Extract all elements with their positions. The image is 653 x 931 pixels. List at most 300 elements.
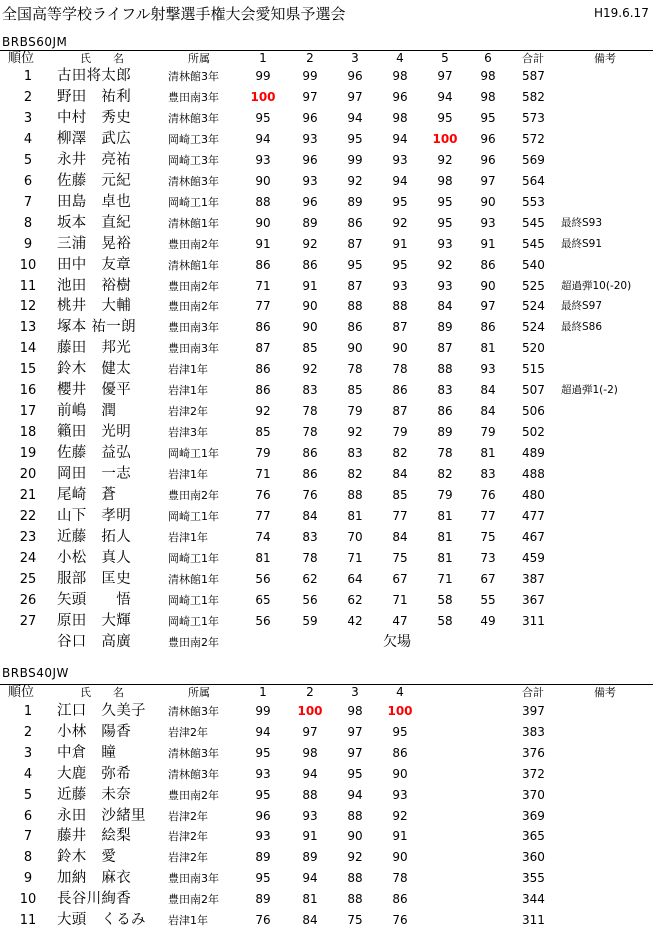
header-total: 合計 — [522, 686, 544, 699]
score-cell: 77 — [392, 508, 408, 523]
rank-cell: 5 — [23, 152, 33, 168]
affiliation-cell: 岩津2年 — [168, 405, 208, 419]
total-cell: 582 — [522, 89, 545, 104]
affiliation-cell: 清林館3年 — [168, 70, 219, 83]
score-cell: 90 — [255, 173, 271, 188]
rank-cell: 16 — [19, 383, 37, 399]
rank-cell: 12 — [19, 299, 37, 315]
affiliation-cell: 清林館1年 — [168, 258, 219, 272]
score-cell: 98 — [392, 69, 408, 83]
header-name: 氏 名 — [80, 52, 124, 65]
total-cell: 520 — [522, 341, 545, 356]
header-series-3: 3 — [351, 51, 359, 65]
score-cell: 96 — [480, 152, 496, 167]
score-cell: 76 — [302, 488, 318, 502]
note-cell: 最終S91 — [561, 237, 603, 250]
score-cell: 88 — [347, 488, 363, 502]
rank-cell — [2, 632, 54, 653]
table-row — [0, 806, 653, 827]
score-cell: 93 — [392, 278, 408, 293]
rank-cell: 8 — [23, 215, 33, 231]
score-cell: 59 — [302, 613, 318, 628]
total-cell: 587 — [522, 69, 545, 83]
affiliation-cell: 清林館1年 — [168, 216, 219, 230]
affiliation-cell: 岡崎工1年 — [168, 593, 219, 607]
rank-cell: 8 — [23, 850, 33, 866]
rank-cell: 21 — [19, 488, 37, 503]
header-series-6: 6 — [484, 51, 492, 65]
score-cell: 86 — [392, 383, 408, 398]
score-cell: 88 — [392, 299, 408, 314]
score-cell: 94 — [437, 89, 453, 104]
score-cell: 79 — [392, 425, 408, 440]
score-cell: 86 — [255, 383, 271, 398]
header-affiliation: 所属 — [188, 52, 210, 65]
score-cell: 99 — [347, 152, 363, 167]
score-cell: 87 — [437, 341, 453, 356]
rank-cell: 10 — [19, 257, 37, 273]
name-cell: 桃井 大輔 — [57, 298, 131, 315]
score-cell: 73 — [480, 550, 496, 565]
score-cell: 87 — [255, 341, 271, 356]
score-cell: 76 — [255, 913, 271, 927]
score-cell: 90 — [347, 829, 363, 844]
name-cell: 古田将太郎 — [57, 68, 131, 84]
score-cell: 91 — [392, 829, 408, 844]
score-cell: 94 — [302, 766, 318, 781]
score-cell: 78 — [437, 446, 453, 461]
header-series-4: 4 — [396, 685, 404, 699]
score-cell: 89 — [255, 892, 271, 907]
table-header — [0, 51, 653, 66]
score-cell: 79 — [347, 404, 363, 419]
affiliation-cell: 清林館3年 — [168, 767, 219, 781]
score-cell: 42 — [347, 613, 363, 628]
rank-cell: 6 — [23, 173, 33, 189]
score-cell: 92 — [347, 173, 363, 188]
score-cell: 98 — [480, 69, 496, 83]
rank-cell: 26 — [19, 592, 37, 608]
score-cell: 92 — [437, 257, 453, 272]
score-cell: 88 — [347, 808, 363, 823]
name-cell: 江口 久美子 — [57, 703, 146, 719]
score-cell: 86 — [255, 320, 271, 335]
affiliation-cell: 豊田南2年 — [168, 300, 219, 314]
name-cell: 山下 孝明 — [57, 507, 131, 524]
table-row — [0, 380, 653, 401]
total-cell: 572 — [522, 131, 545, 146]
table-row — [0, 171, 653, 192]
table-row — [0, 317, 653, 338]
score-cell: 93 — [437, 236, 453, 251]
document-date: H19.6.17 — [594, 6, 649, 20]
score-cell: 83 — [437, 383, 453, 398]
score-cell: 86 — [392, 745, 408, 760]
score-cell: 90 — [392, 766, 408, 781]
score-cell: 56 — [255, 613, 271, 628]
total-cell: 545 — [522, 236, 545, 251]
score-cell: 92 — [347, 850, 363, 865]
header-series-2: 2 — [306, 51, 314, 65]
score-cell: 96 — [302, 110, 318, 125]
score-cell: 86 — [437, 404, 453, 419]
section-label: BRBS60JM — [2, 35, 68, 49]
score-cell: 78 — [347, 362, 363, 377]
score-cell: 49 — [480, 613, 496, 628]
rank-cell: 6 — [23, 808, 33, 824]
affiliation-cell: 豊田南2年 — [168, 635, 219, 649]
affiliation-cell: 岩津1年 — [168, 530, 208, 544]
score-cell: 86 — [392, 892, 408, 907]
affiliation-cell: 豊田南3年 — [168, 342, 219, 356]
affiliation-cell: 清林館3年 — [168, 705, 219, 718]
total-cell: 553 — [522, 194, 545, 209]
score-cell: 81 — [302, 892, 318, 907]
score-cell: 94 — [392, 131, 408, 146]
name-cell: 中倉 瞳 — [57, 744, 117, 761]
rank-cell: 4 — [23, 131, 33, 147]
score-cell: 86 — [480, 320, 496, 335]
score-cell: 84 — [392, 529, 408, 544]
score-cell: 94 — [347, 110, 363, 125]
score-cell: 58 — [437, 592, 453, 607]
table-row — [0, 234, 653, 255]
affiliation-cell: 岡崎工1年 — [168, 614, 219, 628]
name-cell: 尾崎 蒼 — [57, 487, 117, 503]
score-cell: 92 — [255, 404, 271, 419]
total-cell: 573 — [522, 110, 545, 125]
score-cell: 90 — [480, 278, 496, 293]
rank-cell: 13 — [19, 320, 37, 336]
score-cell: 93 — [392, 152, 408, 167]
score-cell: 92 — [302, 362, 318, 377]
score-cell: 87 — [347, 236, 363, 251]
score-cell: 89 — [302, 850, 318, 865]
score-cell: 94 — [302, 871, 318, 886]
affiliation-cell: 岩津1年 — [168, 914, 208, 927]
score-cell: 65 — [255, 592, 271, 607]
score-cell: 100 — [432, 131, 458, 146]
score-cell: 93 — [255, 152, 271, 167]
affiliation-cell: 豊田南2年 — [168, 489, 219, 502]
rank-cell: 3 — [23, 745, 33, 761]
name-cell: 近藤 拓人 — [57, 528, 131, 545]
score-cell: 96 — [302, 152, 318, 167]
rank-cell: 9 — [23, 236, 33, 252]
document-title: 全国高等学校ライフル射撃選手権大会愛知県予選会 — [2, 5, 346, 23]
score-cell: 96 — [392, 89, 408, 104]
score-cell: 92 — [392, 808, 408, 823]
score-cell: 86 — [302, 257, 318, 272]
score-cell: 77 — [480, 508, 496, 523]
table-row — [0, 527, 653, 548]
name-cell: 永井 亮祐 — [57, 151, 131, 168]
affiliation-cell: 岡崎工1年 — [168, 509, 219, 523]
total-cell: 367 — [522, 592, 545, 607]
score-cell: 95 — [392, 257, 408, 272]
score-cell: 71 — [255, 278, 271, 293]
rank-cell: 18 — [19, 425, 37, 441]
score-cell: 82 — [347, 467, 363, 482]
score-cell: 84 — [302, 508, 318, 523]
name-cell: 大頭 くるみ — [57, 912, 146, 928]
score-cell: 81 — [347, 508, 363, 523]
score-cell: 90 — [255, 215, 271, 230]
affiliation-cell: 岩津2年 — [168, 830, 208, 844]
score-cell: 91 — [392, 236, 408, 251]
name-cell: 服部 匡史 — [57, 570, 131, 587]
name-cell: 岡田 一志 — [57, 466, 131, 483]
score-cell: 93 — [255, 829, 271, 844]
score-cell: 67 — [480, 571, 496, 586]
score-cell: 86 — [347, 215, 363, 230]
affiliation-cell: 岩津1年 — [168, 363, 208, 377]
score-cell: 84 — [302, 913, 318, 927]
score-cell: 78 — [392, 871, 408, 886]
score-cell: 88 — [302, 787, 318, 802]
rank-cell: 4 — [23, 766, 33, 782]
affiliation-cell: 岡崎工3年 — [168, 153, 219, 167]
affiliation-cell: 豊田南3年 — [168, 321, 219, 335]
score-cell: 75 — [480, 529, 496, 544]
score-cell: 97 — [302, 89, 318, 104]
score-cell: 71 — [255, 467, 271, 482]
table-row — [0, 847, 653, 868]
name-cell: 籟田 光明 — [57, 424, 131, 441]
score-cell: 95 — [392, 194, 408, 209]
rank-cell: 1 — [23, 704, 33, 719]
score-cell: 71 — [392, 592, 408, 607]
score-cell: 83 — [302, 383, 318, 398]
total-cell: 459 — [522, 550, 545, 565]
score-cell: 90 — [392, 850, 408, 865]
score-cell: 93 — [437, 278, 453, 293]
affiliation-cell: 豊田南3年 — [168, 90, 219, 104]
name-cell: 矢頭 悟 — [57, 591, 131, 608]
score-cell: 92 — [347, 425, 363, 440]
score-cell: 88 — [347, 299, 363, 314]
name-cell: 三浦 晃裕 — [57, 235, 131, 252]
score-cell: 93 — [255, 766, 271, 781]
score-cell: 64 — [347, 571, 363, 586]
table-row — [0, 701, 653, 722]
score-cell: 94 — [255, 724, 271, 739]
total-cell: 540 — [522, 257, 545, 272]
score-cell: 93 — [302, 131, 318, 146]
score-cell: 83 — [347, 446, 363, 461]
score-cell: 58 — [437, 613, 453, 628]
score-cell: 96 — [255, 808, 271, 823]
score-cell: 78 — [302, 550, 318, 565]
score-cell: 89 — [437, 425, 453, 440]
name-cell: 坂本 直紀 — [57, 214, 131, 231]
table-row — [0, 192, 653, 213]
total-cell: 507 — [522, 383, 545, 398]
score-cell: 91 — [255, 236, 271, 251]
total-cell: 360 — [522, 850, 545, 865]
header-rank: 順位 — [8, 685, 35, 700]
table-row — [0, 443, 653, 464]
total-cell: 383 — [522, 724, 545, 739]
score-cell: 82 — [392, 446, 408, 461]
header-series-3: 3 — [351, 685, 359, 699]
affiliation-cell: 岩津1年 — [168, 468, 208, 482]
score-cell: 56 — [302, 592, 318, 607]
score-cell: 78 — [392, 362, 408, 377]
total-cell: 525 — [522, 278, 545, 293]
total-cell: 372 — [522, 766, 545, 781]
table-row — [0, 464, 653, 485]
score-cell: 93 — [480, 215, 496, 230]
rank-cell: 7 — [23, 829, 33, 845]
total-cell: 370 — [522, 787, 545, 802]
affiliation-cell: 清林館3年 — [168, 111, 219, 125]
section-label: BRBS40JW — [2, 666, 69, 680]
table-row — [0, 743, 653, 764]
affiliation-cell: 豊田南2年 — [168, 788, 219, 802]
table-row — [0, 611, 653, 632]
score-cell: 47 — [392, 613, 408, 628]
affiliation-cell: 豊田南3年 — [168, 872, 219, 886]
name-cell: 小松 真人 — [57, 549, 131, 566]
score-cell: 93 — [392, 787, 408, 802]
affiliation-cell: 岩津3年 — [168, 426, 208, 440]
score-cell: 86 — [302, 446, 318, 461]
note-cell: 超過弾1(-2) — [561, 384, 618, 397]
name-cell: 池田 裕樹 — [57, 277, 131, 294]
total-cell: 369 — [522, 808, 545, 823]
total-cell: 355 — [522, 871, 545, 886]
score-cell: 84 — [392, 467, 408, 482]
score-cell: 92 — [302, 236, 318, 251]
table-row — [0, 213, 653, 234]
table-row — [0, 548, 653, 569]
name-cell: 鈴木 健太 — [57, 361, 131, 378]
score-cell: 95 — [347, 766, 363, 781]
score-cell: 75 — [347, 913, 363, 927]
score-cell: 98 — [437, 173, 453, 188]
score-cell: 76 — [255, 488, 271, 502]
score-cell: 62 — [302, 571, 318, 586]
table-row — [0, 66, 653, 87]
score-cell: 95 — [255, 110, 271, 125]
score-cell: 100 — [387, 704, 413, 718]
score-cell: 95 — [480, 110, 496, 125]
score-cell: 79 — [480, 425, 496, 440]
score-cell: 78 — [302, 404, 318, 419]
name-cell: 近藤 未奈 — [57, 786, 131, 803]
header-note: 備考 — [594, 52, 616, 65]
score-cell: 62 — [347, 592, 363, 607]
score-cell: 97 — [302, 724, 318, 739]
affiliation-cell: 豊田南2年 — [168, 279, 219, 293]
header-total: 合計 — [522, 52, 544, 65]
affiliation-cell: 岩津2年 — [168, 809, 208, 823]
score-cell: 86 — [480, 257, 496, 272]
total-cell: 506 — [522, 404, 545, 419]
note-cell: 最終S93 — [561, 216, 603, 229]
rank-cell: 20 — [19, 467, 37, 483]
score-cell: 79 — [255, 446, 271, 461]
table-row — [0, 569, 653, 590]
score-cell: 89 — [347, 194, 363, 209]
score-cell: 98 — [302, 745, 318, 760]
table-row — [0, 506, 653, 527]
header-affiliation: 所属 — [188, 686, 210, 699]
name-cell: 前嶋 潤 — [57, 403, 117, 420]
header-series-1: 1 — [259, 685, 267, 699]
header-series-5: 5 — [441, 51, 449, 65]
header-series-2: 2 — [306, 685, 314, 699]
name-cell: 野田 祐利 — [57, 88, 131, 105]
name-cell: 中村 秀史 — [57, 109, 131, 126]
score-cell: 93 — [302, 173, 318, 188]
rank-cell: 2 — [23, 89, 33, 105]
table-row — [0, 87, 653, 108]
score-cell: 81 — [480, 341, 496, 356]
table-row — [0, 764, 653, 785]
total-cell: 397 — [522, 704, 545, 718]
score-cell: 86 — [302, 467, 318, 482]
affiliation-cell: 清林館3年 — [168, 174, 219, 188]
table-row — [0, 632, 653, 653]
total-cell: 477 — [522, 508, 545, 523]
score-cell: 99 — [255, 69, 271, 83]
score-cell: 83 — [480, 467, 496, 482]
score-cell: 87 — [347, 278, 363, 293]
name-cell: 田中 友章 — [57, 256, 131, 273]
note-cell: 最終S97 — [561, 300, 603, 313]
table-row — [0, 276, 653, 297]
score-cell: 76 — [392, 913, 408, 927]
score-cell: 81 — [437, 508, 453, 523]
score-cell: 55 — [480, 592, 496, 607]
score-cell: 87 — [392, 404, 408, 419]
rank-cell: 19 — [19, 446, 37, 462]
score-cell: 71 — [347, 550, 363, 565]
score-cell: 92 — [437, 152, 453, 167]
score-cell: 97 — [347, 89, 363, 104]
score-cell: 90 — [302, 320, 318, 335]
affiliation-cell: 岩津2年 — [168, 851, 208, 865]
score-cell: 77 — [255, 299, 271, 314]
name-cell: 柳澤 武広 — [57, 130, 131, 147]
score-cell: 75 — [392, 550, 408, 565]
total-cell: 311 — [522, 913, 545, 927]
score-cell: 95 — [255, 787, 271, 802]
rank-cell: 17 — [19, 404, 37, 420]
total-cell: 515 — [522, 362, 545, 377]
score-cell: 87 — [392, 320, 408, 335]
name-cell: 佐藤 益弘 — [57, 445, 131, 462]
table-row — [0, 785, 653, 806]
total-cell: 344 — [522, 892, 545, 907]
score-cell: 86 — [255, 257, 271, 272]
table-row — [0, 590, 653, 611]
total-cell: 524 — [522, 299, 545, 314]
score-cell: 97 — [347, 745, 363, 760]
affiliation-cell: 岩津2年 — [168, 725, 208, 739]
score-cell: 95 — [437, 110, 453, 125]
name-cell: 櫻井 優平 — [57, 382, 131, 399]
table-header — [0, 685, 653, 700]
absence-cell: 欠場 — [383, 633, 411, 650]
affiliation-cell: 豊田南2年 — [168, 893, 219, 907]
score-cell: 81 — [437, 529, 453, 544]
total-cell: 311 — [522, 613, 545, 628]
total-cell: 467 — [522, 529, 545, 544]
score-cell: 84 — [480, 383, 496, 398]
